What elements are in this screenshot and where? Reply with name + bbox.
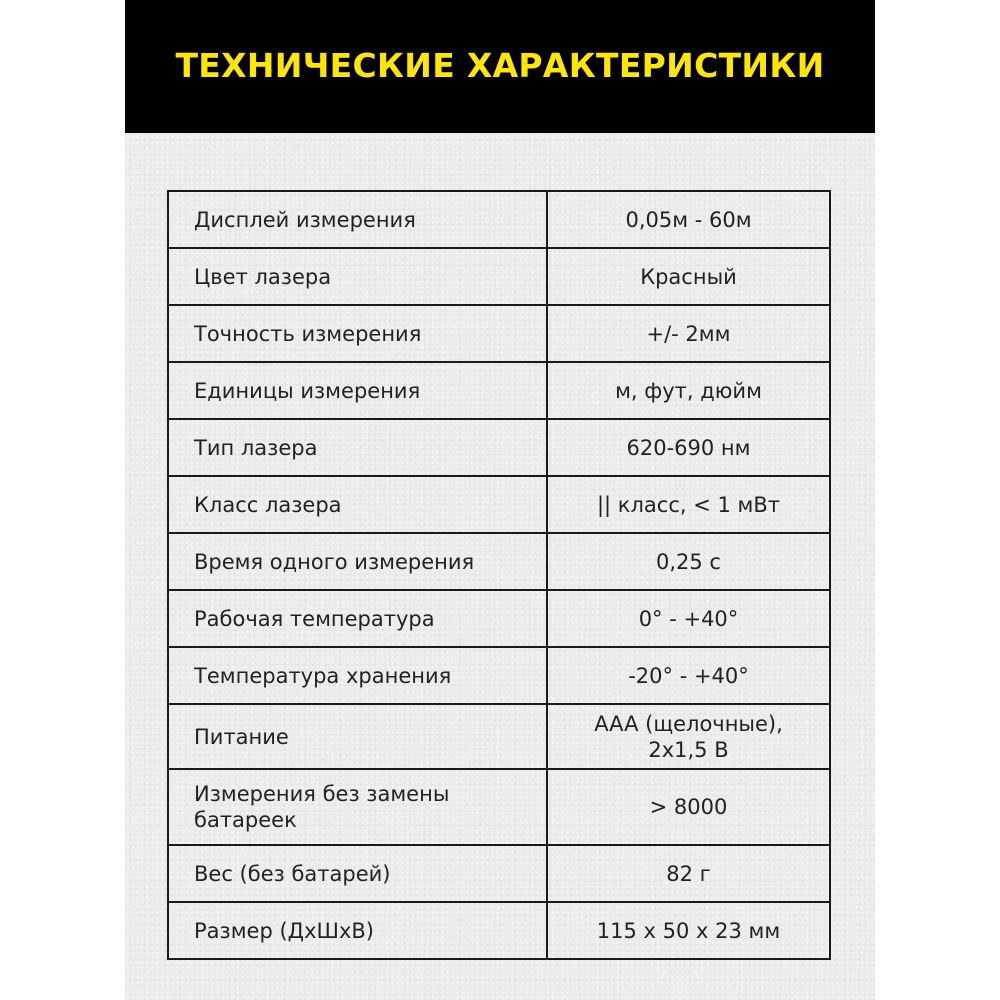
table-row bbox=[168, 248, 830, 305]
spec-value: 82 г bbox=[547, 845, 830, 902]
table-row bbox=[168, 704, 830, 769]
spec-table bbox=[167, 190, 831, 960]
spec-label: Единицы измерения bbox=[168, 362, 547, 419]
spec-label: Точность измерения bbox=[168, 305, 547, 362]
spec-label: Вес (без батарей) bbox=[168, 845, 547, 902]
spec-sheet bbox=[125, 0, 875, 1000]
table-row bbox=[168, 305, 830, 362]
spec-value: 620-690 нм bbox=[547, 419, 830, 476]
spec-value: Красный bbox=[547, 248, 830, 305]
spec-value-line: 2x1,5 В bbox=[648, 737, 729, 762]
spec-value: +/- 2мм bbox=[547, 305, 830, 362]
spec-label: Дисплей измерения bbox=[168, 191, 547, 248]
table-row bbox=[168, 590, 830, 647]
table-row bbox=[168, 845, 830, 902]
spec-value bbox=[547, 704, 830, 769]
spec-value: 0,05м - 60м bbox=[547, 191, 830, 248]
table-row bbox=[168, 419, 830, 476]
spec-label-line: батареек bbox=[194, 808, 297, 832]
table-row bbox=[168, 902, 830, 959]
spec-label: Тип лазера bbox=[168, 419, 547, 476]
table-row bbox=[168, 191, 830, 248]
spec-value: 0° - +40° bbox=[547, 590, 830, 647]
spec-label: Рабочая температура bbox=[168, 590, 547, 647]
spec-label-line: Измерения без замены bbox=[194, 782, 450, 806]
table-row bbox=[168, 362, 830, 419]
page-title: ТЕХНИЧЕСКИЕ ХАРАКТЕРИСТИКИ bbox=[175, 46, 825, 85]
spec-value: || класс, < 1 мВт bbox=[547, 476, 830, 533]
table-row bbox=[168, 647, 830, 704]
table-row bbox=[168, 769, 830, 845]
table-row bbox=[168, 533, 830, 590]
spec-label: Класс лазера bbox=[168, 476, 547, 533]
spec-value-line: AAA (щелочные), bbox=[594, 711, 783, 736]
spec-label bbox=[168, 769, 547, 845]
header-banner bbox=[125, 0, 875, 133]
spec-value: -20° - +40° bbox=[547, 647, 830, 704]
spec-label: Цвет лазера bbox=[168, 248, 547, 305]
spec-label: Размер (ДхШхВ) bbox=[168, 902, 547, 959]
table-row bbox=[168, 476, 830, 533]
spec-value: 0,25 с bbox=[547, 533, 830, 590]
spec-value: 115 x 50 x 23 мм bbox=[547, 902, 830, 959]
spec-value: м, фут, дюйм bbox=[547, 362, 830, 419]
spec-label: Время одного измерения bbox=[168, 533, 547, 590]
spec-value: > 8000 bbox=[547, 769, 830, 845]
spec-label: Питание bbox=[168, 704, 547, 769]
spec-label: Температура хранения bbox=[168, 647, 547, 704]
